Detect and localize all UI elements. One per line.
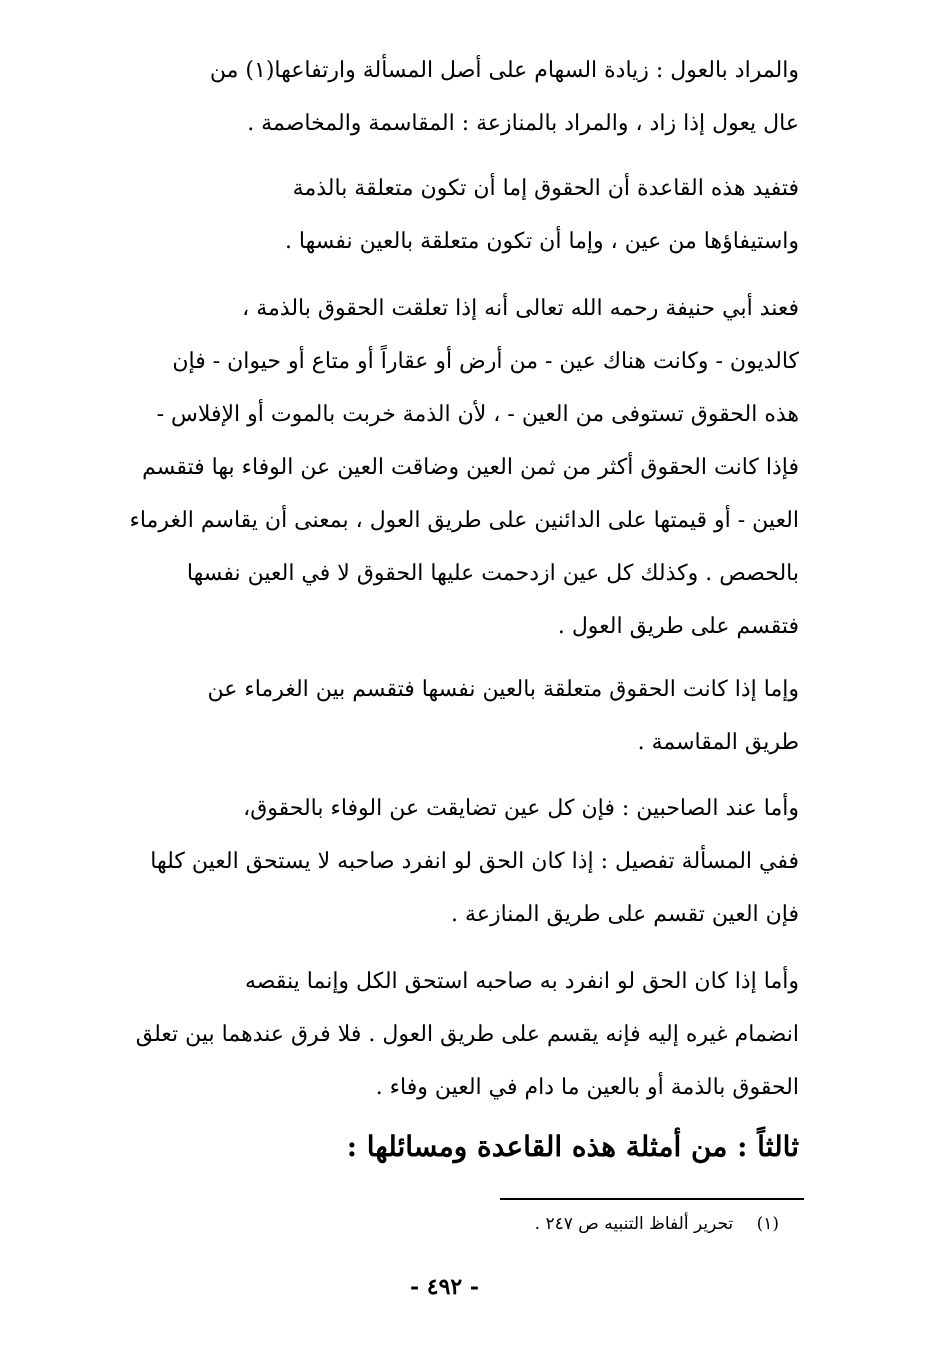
text-line: كالديون - وكانت هناك عين - من أرض أو عقاراً أو متاع أو حيوان - فإن <box>172 349 799 374</box>
paragraph-rule-benefit <box>99 162 799 268</box>
text-line: عال يعول إذا زاد ، والمراد بالمنازعة : المقاسمة والمخاصمة . <box>247 111 799 136</box>
text-line: واستيفاؤها من عين ، وإما أن تكون متعلقة بالعين نفسها . <box>284 229 799 254</box>
paragraph-full-entitlement <box>99 955 799 1114</box>
paragraph-two-companions <box>99 782 799 941</box>
text-line: فإذا كانت الحقوق أكثر من ثمن العين وضاقت العين عن الوفاء بها فتقسم <box>142 455 799 480</box>
text-line: والمراد بالعول : زيادة السهام على أصل المسألة وارتفاعها(١) من <box>209 58 799 83</box>
footnote-separator <box>500 1198 804 1200</box>
text-line: وأما عند الصاحبين : فإن كل عين تضايقت عن الوفاء بالحقوق، <box>243 796 799 821</box>
text-line: فعند أبي حنيفة رحمه الله تعالى أنه إذا تعلقت الحقوق بالذمة ، <box>242 296 799 321</box>
text-line: الحقوق بالذمة أو بالعين ما دام في العين وفاء . <box>375 1075 799 1100</box>
paragraph-rights-on-asset <box>99 663 799 769</box>
paragraph-abu-hanifa <box>99 282 799 653</box>
section-heading: ثالثاً : من أمثلة هذه القاعدة ومسائلها : <box>346 1130 799 1163</box>
text-line: وأما إذا كان الحق لو انفرد به صاحبه استحق الكل وإنما ينقصه <box>245 969 799 994</box>
paragraph-definition <box>99 44 799 150</box>
text-line: فتقسم على طريق العول . <box>557 614 799 639</box>
text-line: انضمام غيره إليه فإنه يقسم على طريق العول . فلا فرق عندهما بين تعلق <box>135 1022 799 1047</box>
text-line: هذه الحقوق تستوفى من العين - ، لأن الذمة خربت بالموت أو الإفلاس - <box>156 402 799 427</box>
footnote <box>535 1214 779 1234</box>
text-line: بالحصص . وكذلك كل عين ازدحمت عليها الحقوق لا في العين نفسها <box>186 561 799 586</box>
text-line: وإما إذا كانت الحقوق متعلقة بالعين نفسها فتقسم بين الغرماء عن <box>207 677 799 702</box>
footnote-marker: (١) <box>756 1214 779 1234</box>
text-line: العين - أو قيمتها على الدائنين على طريق العول ، بمعنى أن يقاسم الغرماء <box>129 508 799 533</box>
text-line: طريق المقاسمة . <box>637 730 799 755</box>
text-line: فإن العين تقسم على طريق المنازعة . <box>451 902 799 927</box>
text-line: فتفيد هذه القاعدة أن الحقوق إما أن تكون متعلقة بالذمة <box>292 176 799 201</box>
page-number: - ٤٩٢ - <box>410 1274 480 1300</box>
text-line: ففي المسألة تفصيل : إذا كان الحق لو انفرد صاحبه لا يستحق العين كلها <box>150 849 799 874</box>
footnote-text: تحرير ألفاظ التنبيه ص ٢٤٧ . <box>534 1214 734 1234</box>
